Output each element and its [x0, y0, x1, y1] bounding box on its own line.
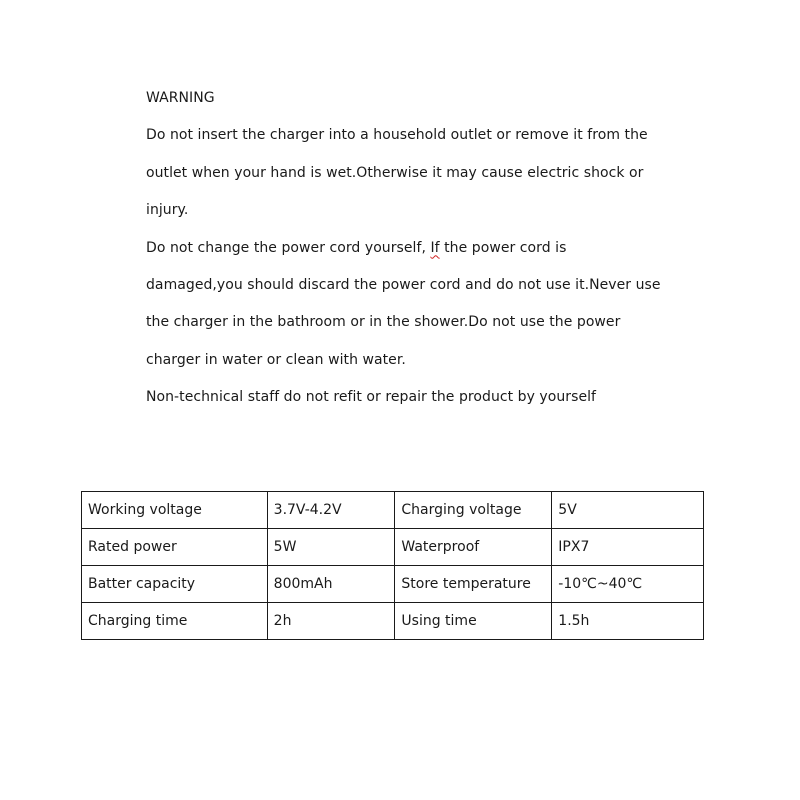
warning-line: Non-technical staff do not refit or repair the product by yourself [146, 389, 597, 406]
spec-label-cell: Working voltage [82, 492, 268, 529]
spec-label-cell: Charging voltage [395, 492, 552, 529]
spec-value-cell: 5W [267, 529, 395, 566]
spec-label-cell: Rated power [82, 529, 268, 566]
table-row [82, 603, 704, 640]
warning-heading: WARNING [146, 90, 215, 106]
spec-value-cell: 2h [267, 603, 395, 640]
table-row [82, 566, 704, 603]
warning-line: damaged,you should discard the power cord and do not use it.Never use [146, 276, 661, 293]
warning-line-part: Do not change the power cord yourself, [146, 239, 431, 256]
warning-line: injury. [146, 202, 189, 219]
warning-line-part: the power cord is [439, 239, 567, 256]
spec-value-cell: 5V [552, 492, 704, 529]
warning-line: the charger in the bathroom or in the shower.Do not use the power [146, 314, 621, 331]
spec-label-cell: Charging time [82, 603, 268, 640]
spec-value-cell: 3.7V-4.2V [267, 492, 395, 529]
warning-line: charger in water or clean with water. [146, 351, 406, 368]
warning-line: Do not insert the charger into a household outlet or remove it from the [146, 127, 648, 144]
spec-value-cell: 1.5h [552, 603, 704, 640]
specifications-table [81, 491, 704, 640]
table-row [82, 492, 704, 529]
warning-section [146, 80, 666, 417]
spec-label-cell: Store temperature [395, 566, 552, 603]
spec-value-cell: -10℃~40℃ [552, 566, 704, 603]
spec-value-cell: 800mAh [267, 566, 395, 603]
warning-line: outlet when your hand is wet.Otherwise it may cause electric shock or [146, 164, 644, 181]
spellcheck-flagged-word: If [430, 239, 440, 256]
spec-label-cell: Using time [395, 603, 552, 640]
table-row [82, 529, 704, 566]
spec-label-cell: Waterproof [395, 529, 552, 566]
warning-line [146, 230, 666, 267]
spec-value-cell: IPX7 [552, 529, 704, 566]
spec-label-cell: Batter capacity [82, 566, 268, 603]
